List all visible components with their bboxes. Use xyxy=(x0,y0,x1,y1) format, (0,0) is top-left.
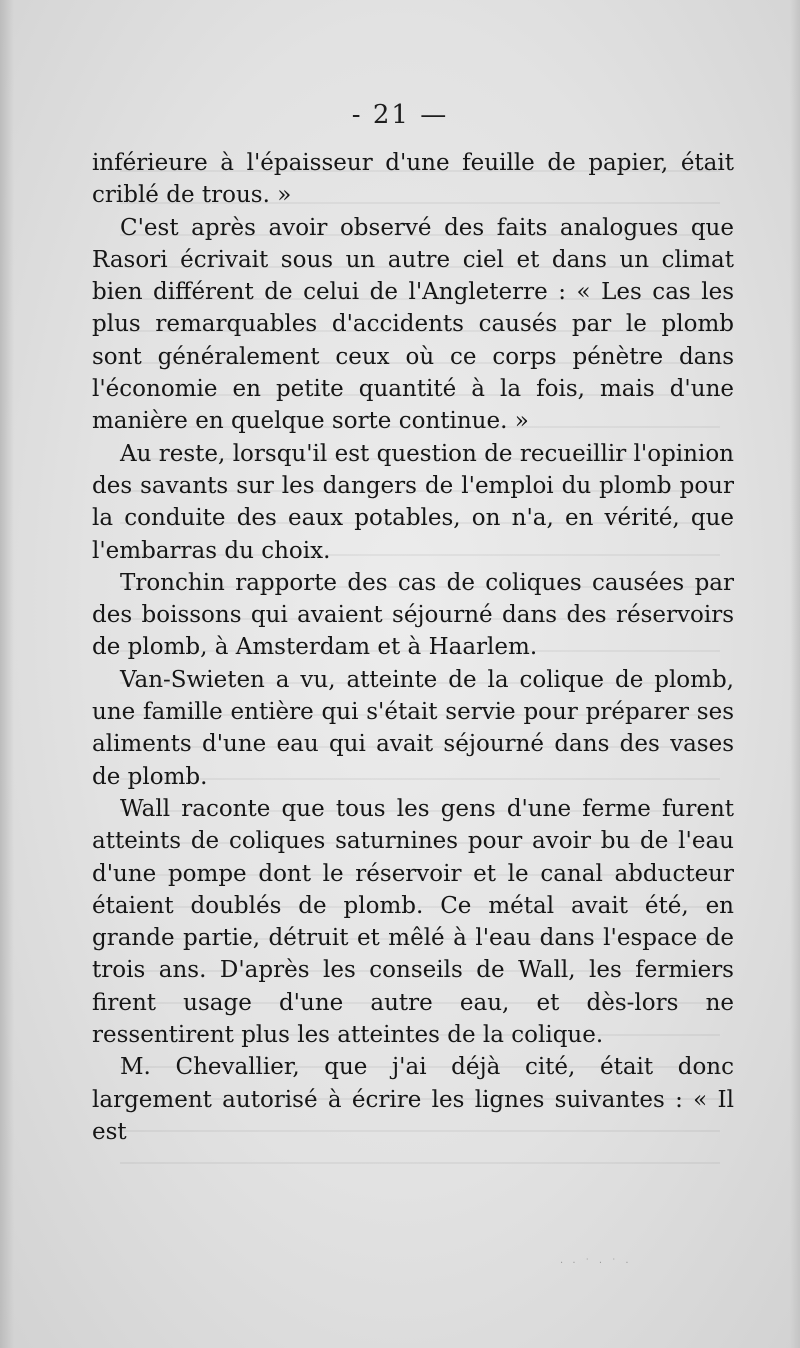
body-text xyxy=(92,147,734,1148)
page-right-shadow xyxy=(790,0,800,1348)
paragraph-opinion-savants: Au reste, lorsqu'il est question de recueillir l'opinion des savants sur les dangers de l'emploi du plomb pour la conduite des eaux potables, on n'a, en vérité, que l'embarras du choix. xyxy=(92,440,734,564)
paragraph-continuation: inférieure à l'épaisseur d'une feuille de papier, était criblé de trous. » xyxy=(92,150,734,209)
paragraph-tronchin: Tronchin rapporte des cas de coliques causées par des boissons qui avaient séjourné dans des réservoirs de plomb, à Amsterdam et à Haarlem. xyxy=(92,569,734,661)
paragraph-rasori: C'est après avoir observé des faits analogues que Rasori écrivait sous un autre ciel et dans un climat bien différent de celui de l'Angleterre : « Les cas les plus remarquables d'accidents causés par le plomb sont généralement ceux où ce corps pénètre dans l'économie en petite quantité à la fois, mais d'une manière en quelque sorte continue. » xyxy=(92,214,734,435)
page-left-shadow xyxy=(0,0,14,1348)
paragraph-wall: Wall raconte que tous les gens d'une ferme furent atteints de coliques saturnines pour avoir bu de l'eau d'une pompe dont le réservoir et le canal abducteur étaient doublés de plomb. Ce métal avait été, en grande partie, détruit et mêlé à l'eau dans l'espace de trois ans. D'après les conseils de Wall, les fermiers firent usage d'une autre eau, et dès-lors ne ressentirent plus les atteintes de la colique. xyxy=(92,795,734,1049)
page-number: - 21 — xyxy=(351,100,449,130)
paragraph-van-swieten: Van-Swieten a vu, atteinte de la colique de plomb, une famille entière qui s'était servie pour préparer ses aliments d'une eau qui avait séjourné dans des vases de plomb. xyxy=(92,666,734,790)
scan-speckle: · · ˙ · ˙ · xyxy=(560,1258,632,1269)
paragraph-chevallier: M. Chevallier, que j'ai déjà cité, était donc largement autorisé à écrire les lignes suivantes : « Il est xyxy=(92,1054,734,1145)
